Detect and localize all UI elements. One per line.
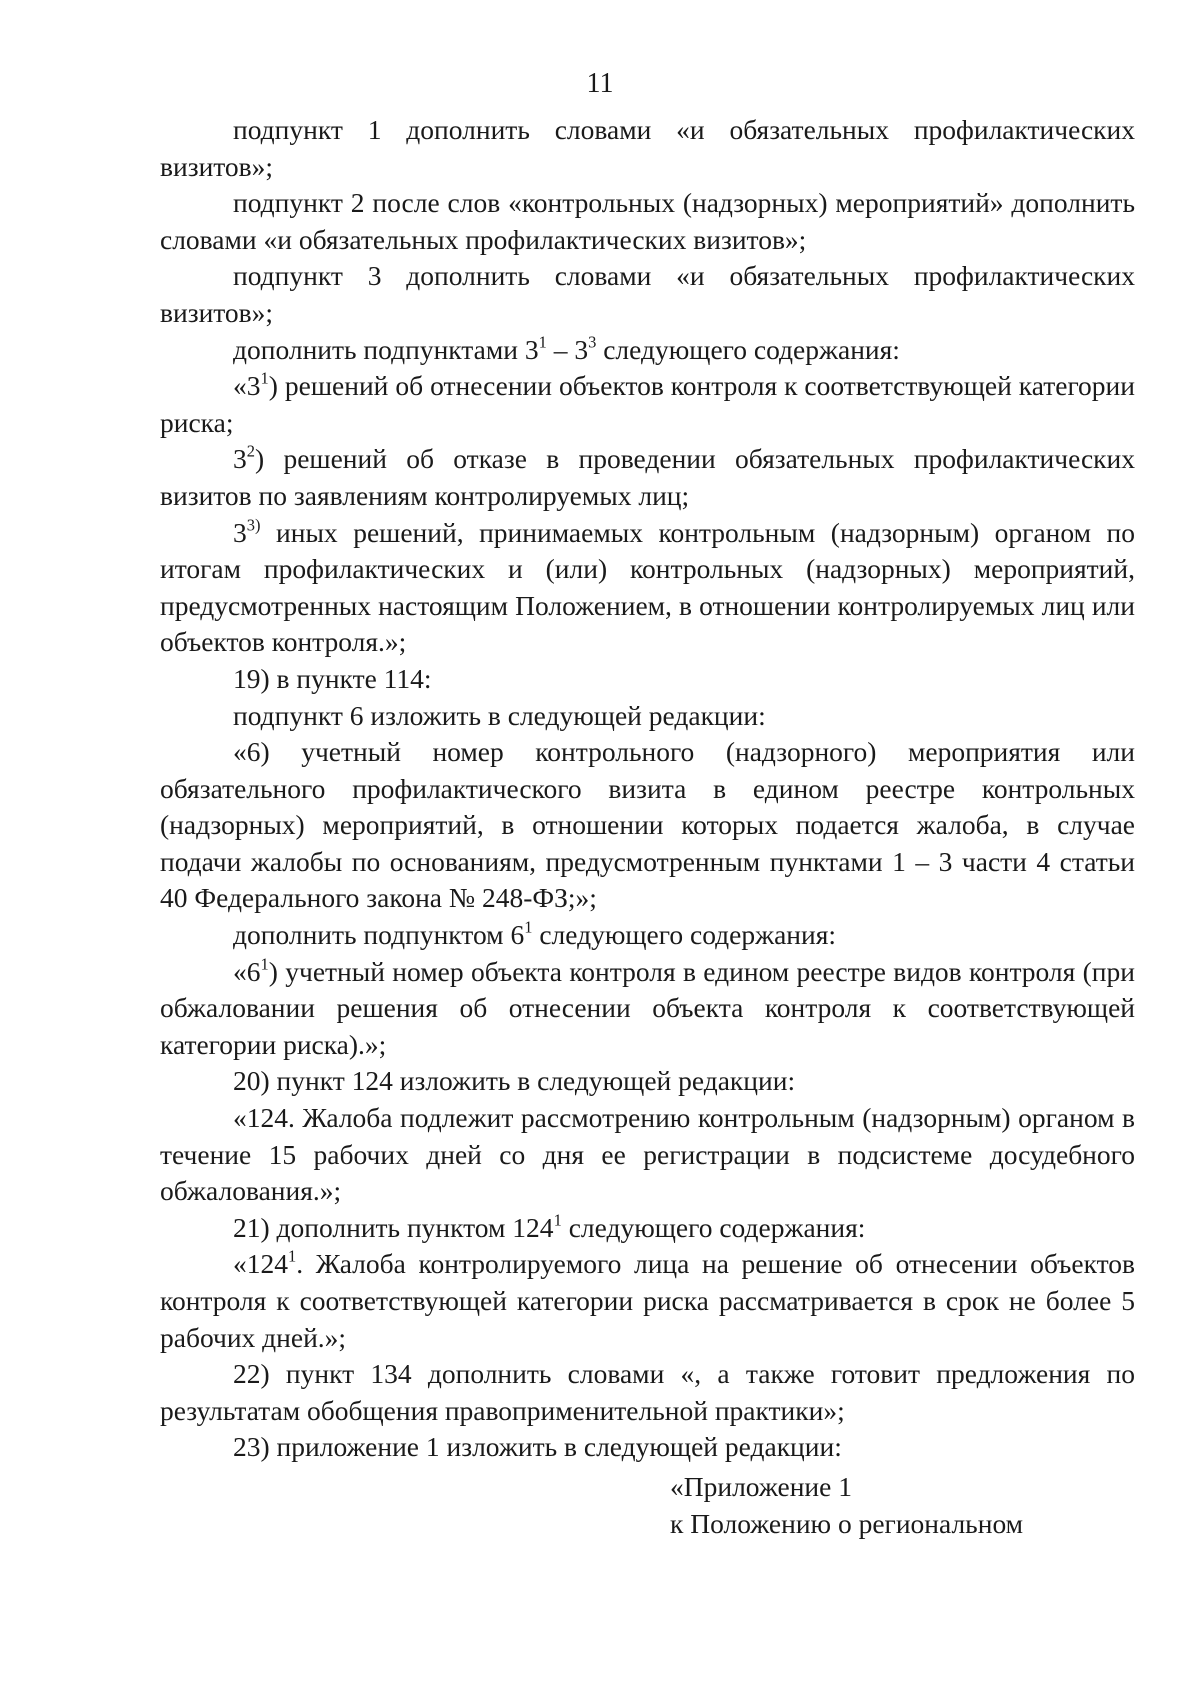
paragraph: «$3^1$) решений об отнесении объектов контроля к соответствующей категории риска; <box>160 368 1135 438</box>
paragraph: подпункт 3 дополнить словами «и обязательных профилактических визитов»; <box>160 260 1135 328</box>
page-number: 11 <box>586 68 614 99</box>
paragraph: «6) учетный номер контрольного (надзорного) мероприятия или обязательного профилактического визита в едином реестре контрольных (надзорных) мероприятий, в отношении которых подается жалоба, в случае подачи жалобы по основаниям, предусмотренным пунктами 1 – 3 части 4 статьи 40 Федерального закона № 248-ФЗ;»; <box>160 736 1135 914</box>
paragraph: «124. Жалоба подлежит рассмотрению контрольным (надзорным) органом в течение 15 рабочих дней со дня ее регистрации в подсистеме досудебного обжалования.»; <box>160 1102 1135 1207</box>
paragraph: «$124^1$. Жалоба контролируемого лица на решение об отнесении объектов контроля к соответствующей категории риска рассматривается в срок не более 5 рабочих дней.»; <box>160 1246 1135 1353</box>
paragraph: подпункт 6 изложить в следующей редакции: <box>233 699 766 731</box>
paragraph: «$6^1$) учетный номер объекта контроля в едином реестре видов контроля (при обжаловании решения об отнесении объекта контроля к соответствующей категории риска).»; <box>160 954 1135 1060</box>
appendix-title: «Приложение 1 <box>670 1470 852 1502</box>
paragraph: 3$^{3)}$ иных решений, принимаемых контрольным (надзорным) органом по итогам профилактических и (или) контрольных (надзорных) мероприятий, предусмотренных настоящим Положением, в отношении контролируемых лиц или объектов контроля.»; <box>160 514 1135 658</box>
paragraph: дополнить подпунктами $3^1 - 3^3$ следующего содержания: <box>233 332 900 365</box>
paragraph: 22) пункт 134 дополнить словами «, а также готовит предложения по результатам обобщения правоприменительной практики»; <box>160 1358 1135 1426</box>
paragraph: 20) пункт 124 изложить в следующей редакции: <box>233 1065 796 1097</box>
paragraph: 23) приложение 1 изложить в следующей редакции: <box>233 1431 842 1463</box>
appendix-subtitle: к Положению о региональном <box>670 1507 1024 1539</box>
paragraph: 19) в пункте 114: <box>233 662 432 694</box>
document-body <box>160 112 1135 1542</box>
paragraph: $3^2$) решений об отказе в проведении обязательных профилактических визитов по заявлениям контролируемых лиц; <box>160 441 1135 511</box>
paragraph: дополнить подпунктом $6^1$ следующего содержания: <box>233 917 837 951</box>
appendix-heading <box>160 1468 1135 1542</box>
paragraph: 21) дополнить пунктом $124^1$ следующего содержания: <box>233 1210 866 1243</box>
paragraph: подпункт 2 после слов «контрольных (надзорных) мероприятий» дополнить словами «и обязательных профилактических визитов»; <box>160 187 1135 255</box>
paragraph: подпункт 1 дополнить словами «и обязательных профилактических визитов»; <box>160 114 1135 182</box>
